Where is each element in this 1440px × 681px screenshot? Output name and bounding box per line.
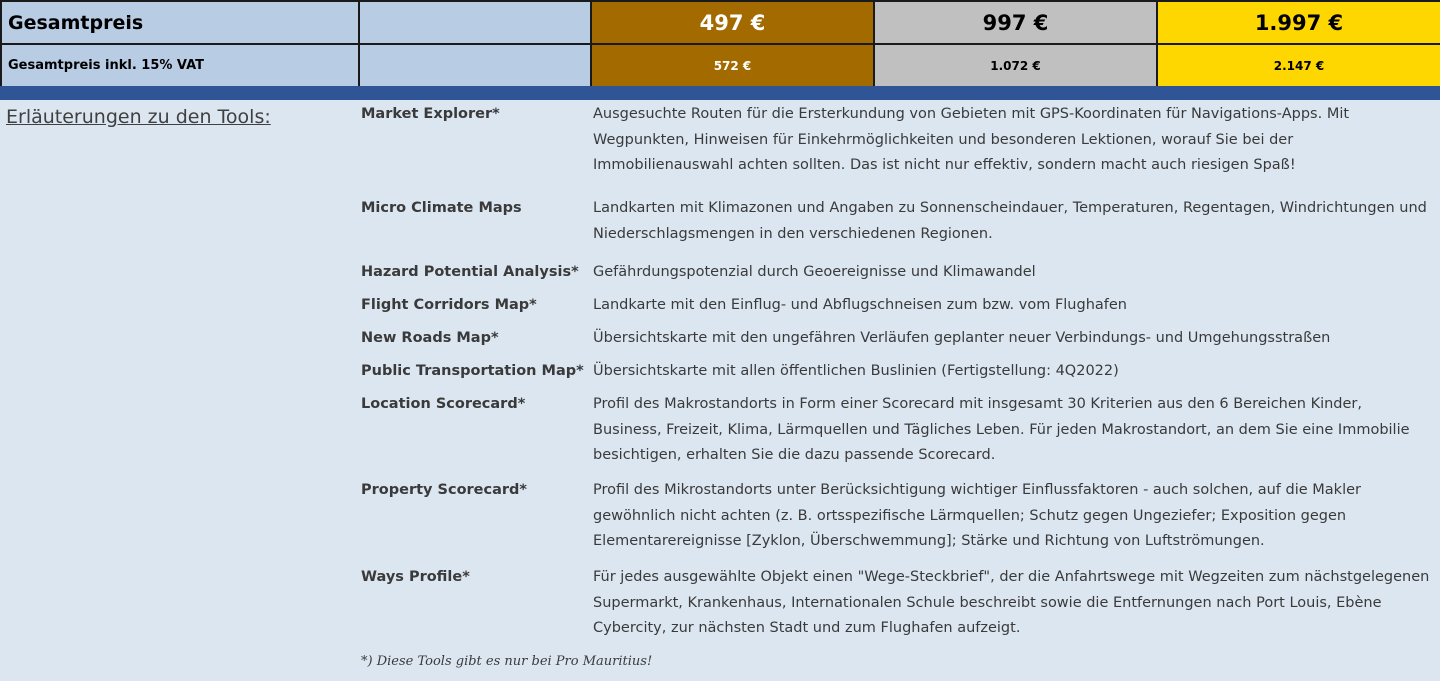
total-price-row <box>1 1 1440 44</box>
tool-description: Übersichtskarte mit den ungefähren Verläufen geplanter neuer Verbindungs- und Umgehungsstraßen <box>593 330 1331 346</box>
price-vat-bronze: 572 € <box>591 44 874 87</box>
tool-name: Public Transportation Map* <box>361 363 584 379</box>
explanations-left-panel <box>0 100 357 681</box>
price-silver: 997 € <box>874 1 1157 44</box>
tool-description: Für jedes ausgewählte Objekt einen "Wege-Steckbrief", der die Anfahrtswege mit Wegzeiten zum nächstgelegenen Supermarkt, Krankenhaus, Internationalen Schule beschreibt sowie die Entfernungen nach Port Louis, Ebène Cybercity, zur nächsten Stadt und zum Flughafen aufzeigt. <box>593 569 1430 636</box>
vat-price-label: Gesamtpreis inkl. 15% VAT <box>1 44 359 87</box>
footnote: *) Diese Tools gibt es nur bei Pro Mauritius! <box>361 654 653 669</box>
tool-name: Micro Climate Maps <box>361 200 522 216</box>
price-table <box>0 0 1440 88</box>
tool-name: New Roads Map* <box>361 330 499 346</box>
vat-price-row <box>1 44 1440 87</box>
tool-name: Hazard Potential Analysis* <box>361 264 579 280</box>
tool-description: Profil des Mikrostandorts unter Berücksichtigung wichtiger Einflussfaktoren - auch solchen, auf die Makler gewöhnlich nicht achten (z. B. ortsspezifische Lärmquellen; Schutz gegen Ungeziefer; Exposition gegen Elementarereignisse [Zyklon, Überschwemmung]; Stärke und Richtung von Luftströmungen. <box>593 482 1361 549</box>
total-price-label: Gesamtpreis <box>1 1 359 44</box>
tool-name: Flight Corridors Map* <box>361 297 537 313</box>
tool-description: Profil des Makrostandorts in Form einer Scorecard mit insgesamt 30 Kriterien aus den 6 Bereichen Kinder, Business, Freizeit, Klima, Lärmquellen und Tägliches Leben. Für jeden Makrostandort, an dem Sie eine Immobilie besichtigen, erhalten Sie die dazu passende Scorecard. <box>593 396 1410 463</box>
tool-name: Location Scorecard* <box>361 396 526 412</box>
tool-name: Property Scorecard* <box>361 482 528 498</box>
divider-band <box>0 86 1440 100</box>
price-bronze: 497 € <box>591 1 874 44</box>
tool-description: Landkarten mit Klimazonen und Angaben zu Sonnenscheindauer, Temperaturen, Regentagen, Windrichtungen und Niederschlagsmengen in den verschiedenen Regionen. <box>593 200 1427 242</box>
tool-description: Ausgesuchte Routen für die Ersterkundung von Gebieten mit GPS-Koordinaten für Navigations-Apps. Mit Wegpunkten, Hinweisen für Einkehrmöglichkeiten und besonderen Lektionen, worauf Sie bei der Immobilienauswahl achten sollten. Das ist nicht nur effektiv, sondern macht auch riesigen Spaß! <box>593 106 1350 173</box>
tool-description: Landkarte mit den Einflug- und Abflugschneisen zum bzw. vom Flughafen <box>593 297 1127 313</box>
empty-cell <box>359 1 591 44</box>
tool-name: Ways Profile* <box>361 569 470 585</box>
price-gold: 1.997 € <box>1157 1 1440 44</box>
tool-description: Gefährdungspotenzial durch Geoereignisse und Klimawandel <box>593 264 1036 280</box>
price-vat-gold: 2.147 € <box>1157 44 1440 87</box>
tool-name: Market Explorer* <box>361 106 500 122</box>
price-vat-silver: 1.072 € <box>874 44 1157 87</box>
tool-description: Übersichtskarte mit allen öffentlichen Buslinien (Fertigstellung: 4Q2022) <box>593 363 1119 379</box>
empty-cell <box>359 44 591 87</box>
explanations-title: Erläuterungen zu den Tools: <box>6 106 271 128</box>
